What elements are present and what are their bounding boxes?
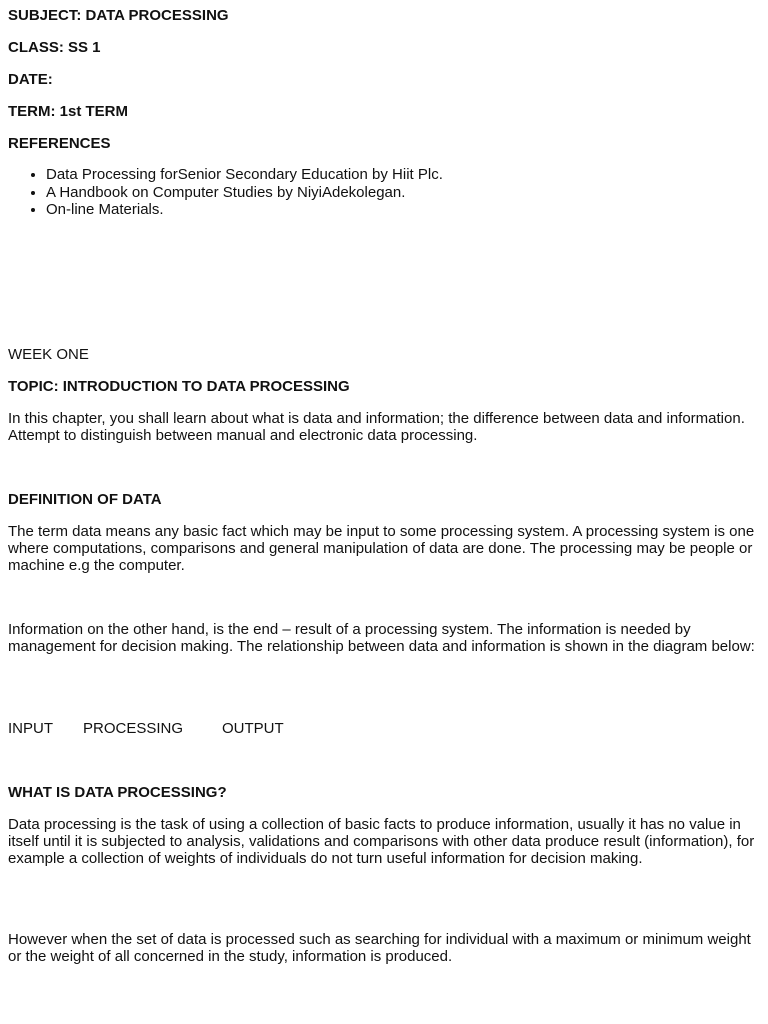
definition-paragraph: The term data means any basic fact which may be input to some processing system. A processing system is one where computations, comparisons and general manipulation of data are done. The processing may be people or machine e.g the computer.	[8, 523, 755, 574]
definition-heading: DEFINITION OF DATA	[8, 491, 162, 508]
diagram-output-label: OUTPUT	[222, 720, 284, 737]
information-paragraph: Information on the other hand, is the end – result of a processing system. The information is needed by management for decision making. The relationship between data and information is shown in the diagram below:	[8, 621, 755, 655]
diagram-processing-label: PROCESSING	[83, 720, 184, 737]
date-line: DATE:	[8, 71, 53, 88]
week-label: WEEK ONE	[8, 346, 89, 363]
intro-paragraph: In this chapter, you shall learn about what is data and information; the difference between data and information. Attempt to distinguish between manual and electronic data processing.	[8, 410, 745, 444]
what-is-heading: WHAT IS DATA PROCESSING?	[8, 784, 227, 801]
subject-line: SUBJECT: DATA PROCESSING	[8, 7, 229, 24]
however-paragraph: However when the set of data is processed such as searching for individual with a maximum or minimum weight or the weight of all concerned in the study, information is produced.	[8, 931, 751, 965]
reference-item: • On-line Materials.	[46, 201, 443, 219]
class-line: CLASS: SS 1	[8, 39, 101, 56]
term-line: TERM: 1st TERM	[8, 103, 128, 120]
reference-item: • Data Processing forSenior Secondary Education by Hiit Plc.	[46, 166, 443, 184]
what-is-paragraph: Data processing is the task of using a collection of basic facts to produce information, usually it has no value in itself until it is subjected to analysis, validations and comparisons with other data produce result (information), for example a collection of weights of individuals do not turn useful information for decision making.	[8, 816, 755, 867]
reference-item: • A Handbook on Computer Studies by NiyiAdekolegan.	[46, 184, 443, 202]
references-heading: REFERENCES	[8, 135, 111, 152]
diagram-input-label: INPUT	[8, 720, 53, 737]
topic-heading: TOPIC: INTRODUCTION TO DATA PROCESSING	[8, 378, 350, 395]
references-list	[8, 166, 443, 219]
